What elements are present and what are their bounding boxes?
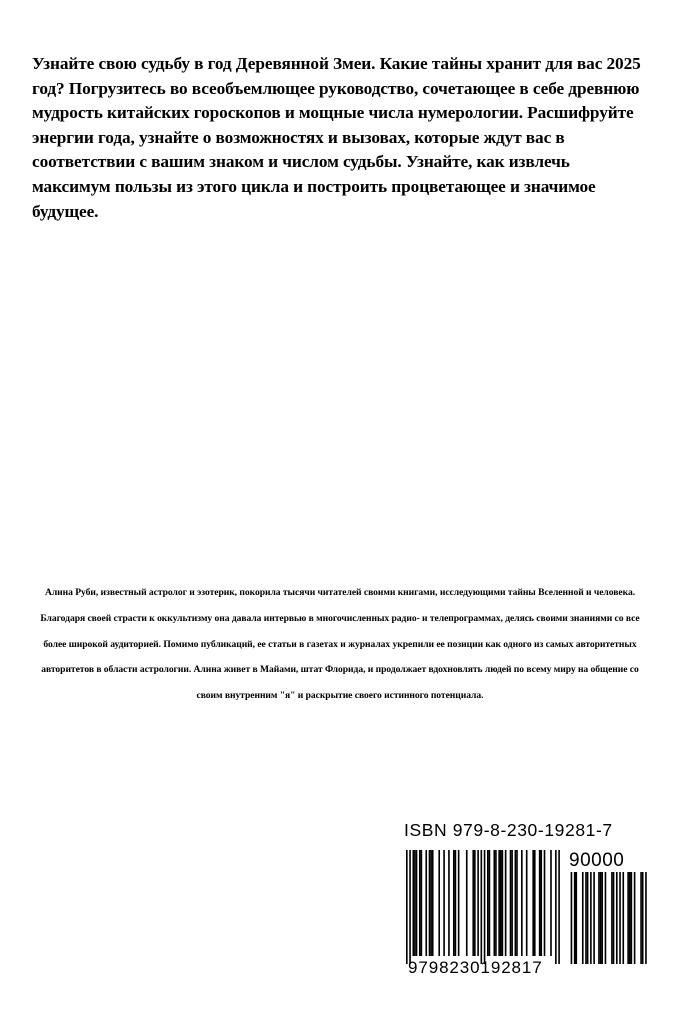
isbn-barcode [404,820,654,980]
barcode-bar [493,850,495,956]
barcode-bar [550,850,552,956]
barcode-bar [590,872,592,964]
price-addon-bars [571,872,647,964]
barcode-bar [571,872,573,964]
barcode-bar [432,850,434,956]
isbn-label: ISBN 979-8-230-19281-7 [404,820,613,840]
barcode-bar [631,872,633,964]
barcode-bar [600,872,602,964]
barcode-bar [458,850,460,956]
barcode-bar [416,850,418,956]
barcode-bar [616,872,618,964]
ean-digits: 9798230192817 [408,958,543,977]
barcode-bar [558,850,560,964]
price-code: 90000 [569,850,625,871]
barcode-bar [521,850,523,956]
barcode-bar [414,850,416,956]
barcode-bar [532,850,534,956]
barcode-bar [645,872,647,964]
barcode-bar [511,850,513,956]
barcode-bar [534,850,536,956]
barcode-bar [598,872,600,964]
barcode-bar [587,872,589,964]
barcode-bar [466,850,468,956]
barcode-bar [515,850,517,956]
barcode-bar [575,872,577,964]
barcode-bar [544,850,546,956]
author-bio: Алина Руби, известный астролог и эзотерик, покорила тысячи читателей своими книгами, исследующими тайны Вселенной и человека. Благодаря своей страсти к оккультизму она давала интервью в многочисленных радио- и телепрограммах, делясь своими знаниями со все более широкой аудиторией. Помимо публикаций, ее статьи в газетах и журналах укрепили ее позиции как одного из самых авторитетных авторитетов в области астрологии. Алина живет в Майами, штат Флорида, и продолжает вдохновлять людей по всему миру на общение со своим внутренним "я" и раскрытие своего истинного потенциала. [40,587,640,702]
barcode-bar [585,872,587,964]
barcode-bar [629,872,631,964]
back-cover-description: Узнайте свою судьбу в год Деревянной Змеи. Какие тайны хранит для вас 2025 год? Погрузитесь во всеобъемлющее руководство, сочетающее в себе древнюю мудрость китайских гороскопов и мощные числа нумерологии. Расшифруйте энергии года, узнайте о возможностях и вызовах, которые ждут вас в соответствии с вашим знаком и числом судьбы. Узнайте, как извлечь максимум пользы из этого цикла и построить процветающее и значимое будущее. [32,54,641,221]
barcode-bar [582,872,584,964]
barcode-bar [611,872,613,964]
barcode-bar [593,872,595,964]
barcode-bar [419,850,421,956]
barcode-bar [505,850,507,956]
barcode-bar [474,850,476,956]
barcode-bar [502,850,504,956]
ean-bars [406,850,560,964]
barcode-bar [495,850,497,956]
barcode-bar [613,872,615,964]
barcode-bar [430,850,432,956]
barcode-bar [453,850,455,956]
barcode-bar [481,850,483,964]
barcode-bar [516,850,518,956]
barcode-bar [642,872,644,964]
barcode-bar [498,850,500,956]
barcode-bar [634,872,636,964]
barcode-bar [540,850,542,956]
barcode-bar [500,850,502,956]
barcode-bar [484,850,486,964]
barcode-bar [406,850,408,964]
barcode-bar [601,872,603,964]
barcode-bar [425,850,427,956]
barcode-bar [487,850,489,956]
barcode-bar [574,872,576,964]
barcode-bar [448,850,450,956]
barcode-bar [443,850,445,956]
barcode-bars [404,820,654,980]
barcode-bar [455,850,457,956]
barcode-bar [421,850,423,956]
barcode-bar [409,850,411,964]
barcode-bar [477,850,479,956]
barcode-bar [412,850,414,956]
barcode-bar [438,850,440,956]
barcode-bar [489,850,491,956]
barcode-bar [605,872,607,964]
barcode-bar [555,850,557,964]
barcode-bar [619,872,621,964]
barcode-bar [640,872,642,964]
barcode-bar [622,872,624,964]
barcode-bar [539,850,541,956]
barcode-bar [627,872,629,964]
barcode-bar [429,850,431,956]
barcode-bar [510,850,512,956]
barcode-bar [472,850,474,956]
barcode-bar [526,850,528,956]
